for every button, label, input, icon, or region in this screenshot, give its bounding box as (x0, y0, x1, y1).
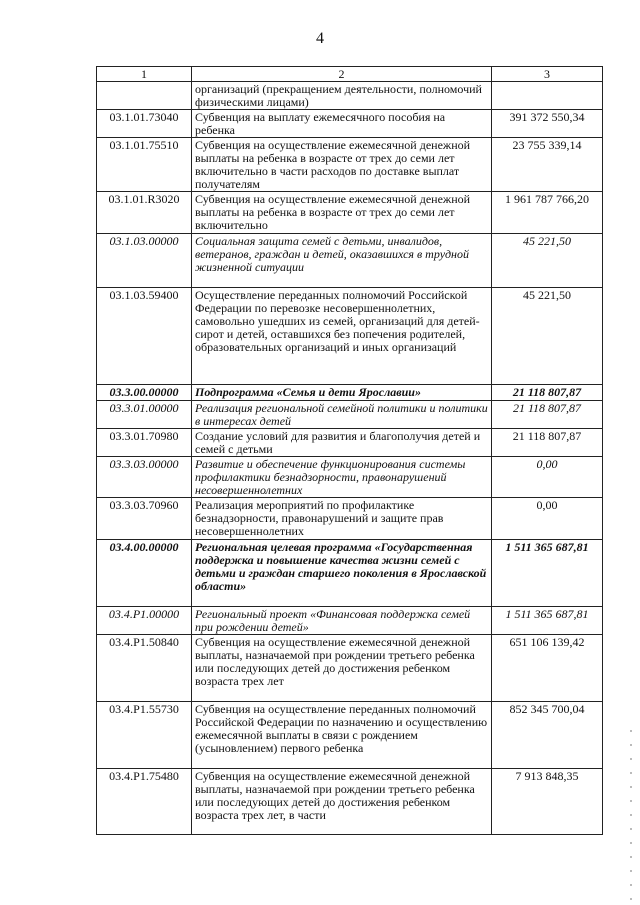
row-amount: 1 511 365 687,81 (492, 607, 603, 635)
row-name: Осуществление переданных полномочий Российской Федерации по перевозке несовершеннолетних, самовольно ушедших из семей, организаций для детей-сирот и детей, оставшихся без попечения родителей, образовательных организаций и иных организаций (192, 288, 492, 385)
row-code: 03.3.03.70960 (97, 498, 192, 540)
row-name: Подпрограмма «Семья и дети Ярославии» (192, 385, 492, 401)
table-row (97, 192, 603, 234)
row-name: Субвенция на осуществление ежемесячной денежной выплаты на ребенка в возрасте от трех до семи лет включительно (192, 192, 492, 234)
row-name: Региональный проект «Финансовая поддержка семей при рождении детей» (192, 607, 492, 635)
row-code: 03.1.01.75510 (97, 138, 192, 192)
row-name: организаций (прекращением деятельности, полномочий физическими лицами) (192, 82, 492, 110)
row-amount: 45 221,50 (492, 234, 603, 288)
table-row (97, 607, 603, 635)
row-amount: 21 118 807,87 (492, 385, 603, 401)
row-amount: 651 106 139,42 (492, 635, 603, 702)
table-row (97, 457, 603, 498)
row-code: 03.4.P1.75480 (97, 769, 192, 835)
row-amount: 852 345 700,04 (492, 702, 603, 769)
table-row (97, 288, 603, 385)
row-code: 03.3.00.00000 (97, 385, 192, 401)
row-code: 03.4.P1.50840 (97, 635, 192, 702)
row-amount: 1 961 787 766,20 (492, 192, 603, 234)
row-amount: 391 372 550,34 (492, 110, 603, 138)
table-row (97, 635, 603, 702)
row-code: 03.1.01.73040 (97, 110, 192, 138)
table-row (97, 110, 603, 138)
table-row (97, 385, 603, 401)
row-name: Региональная целевая программа «Государственная поддержка и повышение качества жизни семей с детьми и граждан старшего поколения в Ярославской области» (192, 540, 492, 607)
budget-table (96, 66, 603, 835)
table-row (97, 429, 603, 457)
table-row (97, 82, 603, 110)
row-name: Реализация региональной семейной политики и политики в интересах детей (192, 401, 492, 429)
row-name: Социальная защита семей с детьми, инвалидов, ветеранов, граждан и детей, оказавшихся в трудной жизненной ситуации (192, 234, 492, 288)
row-code: 03.3.01.70980 (97, 429, 192, 457)
row-code: 03.4.00.00000 (97, 540, 192, 607)
row-amount: 0,00 (492, 498, 603, 540)
row-amount (492, 82, 603, 110)
table-row (97, 769, 603, 835)
row-name: Субвенция на осуществление ежемесячной денежной выплаты на ребенка в возрасте от трех до семи лет включительно в части расходов по доставке выплат получателям (192, 138, 492, 192)
row-name: Субвенция на выплату ежемесячного пособия на ребенка (192, 110, 492, 138)
page-number: 4 (316, 30, 324, 47)
header-col-3: 3 (492, 67, 603, 82)
row-code: 03.3.01.00000 (97, 401, 192, 429)
row-amount: 1 511 365 687,81 (492, 540, 603, 607)
row-code: 03.1.01.R3020 (97, 192, 192, 234)
row-amount: 45 221,50 (492, 288, 603, 385)
header-col-1: 1 (97, 67, 192, 82)
row-amount: 21 118 807,87 (492, 401, 603, 429)
row-name: Субвенция на осуществление ежемесячной денежной выплаты, назначаемой при рождении третьего ребенка или последующих детей до достижения ребенком возраста трех лет, в части (192, 769, 492, 835)
row-amount: 21 118 807,87 (492, 429, 603, 457)
row-code: 03.1.03.59400 (97, 288, 192, 385)
row-amount: 0,00 (492, 457, 603, 498)
row-amount: 7 913 848,35 (492, 769, 603, 835)
row-code (97, 82, 192, 110)
row-code: 03.3.03.00000 (97, 457, 192, 498)
table-row (97, 540, 603, 607)
row-name: Субвенция на осуществление ежемесячной денежной выплаты, назначаемой при рождении третьего ребенка или последующих детей до достижения ребенком возраста трех лет (192, 635, 492, 702)
row-code: 03.4.P1.00000 (97, 607, 192, 635)
row-code: 03.4.P1.55730 (97, 702, 192, 769)
row-code: 03.1.03.00000 (97, 234, 192, 288)
header-col-2: 2 (192, 67, 492, 82)
table-row (97, 498, 603, 540)
table-row (97, 234, 603, 288)
row-amount: 23 755 339,14 (492, 138, 603, 192)
table-row (97, 138, 603, 192)
row-name: Реализация мероприятий по профилактике безнадзорности, правонарушений и защите прав несовершеннолетних (192, 498, 492, 540)
table-row (97, 702, 603, 769)
row-name: Развитие и обеспечение функционирования системы профилактики безнадзорности, правонарушений несовершеннолетних (192, 457, 492, 498)
table-row (97, 401, 603, 429)
row-name: Создание условий для развития и благополучия детей и семей с детьми (192, 429, 492, 457)
row-name: Субвенция на осуществление переданных полномочий Российской Федерации по назначению и осуществлению ежемесячной выплаты в связи с рождением (усыновлением) первого ребенка (192, 702, 492, 769)
scan-edge-marks (630, 730, 632, 900)
table-header-row (97, 67, 603, 82)
